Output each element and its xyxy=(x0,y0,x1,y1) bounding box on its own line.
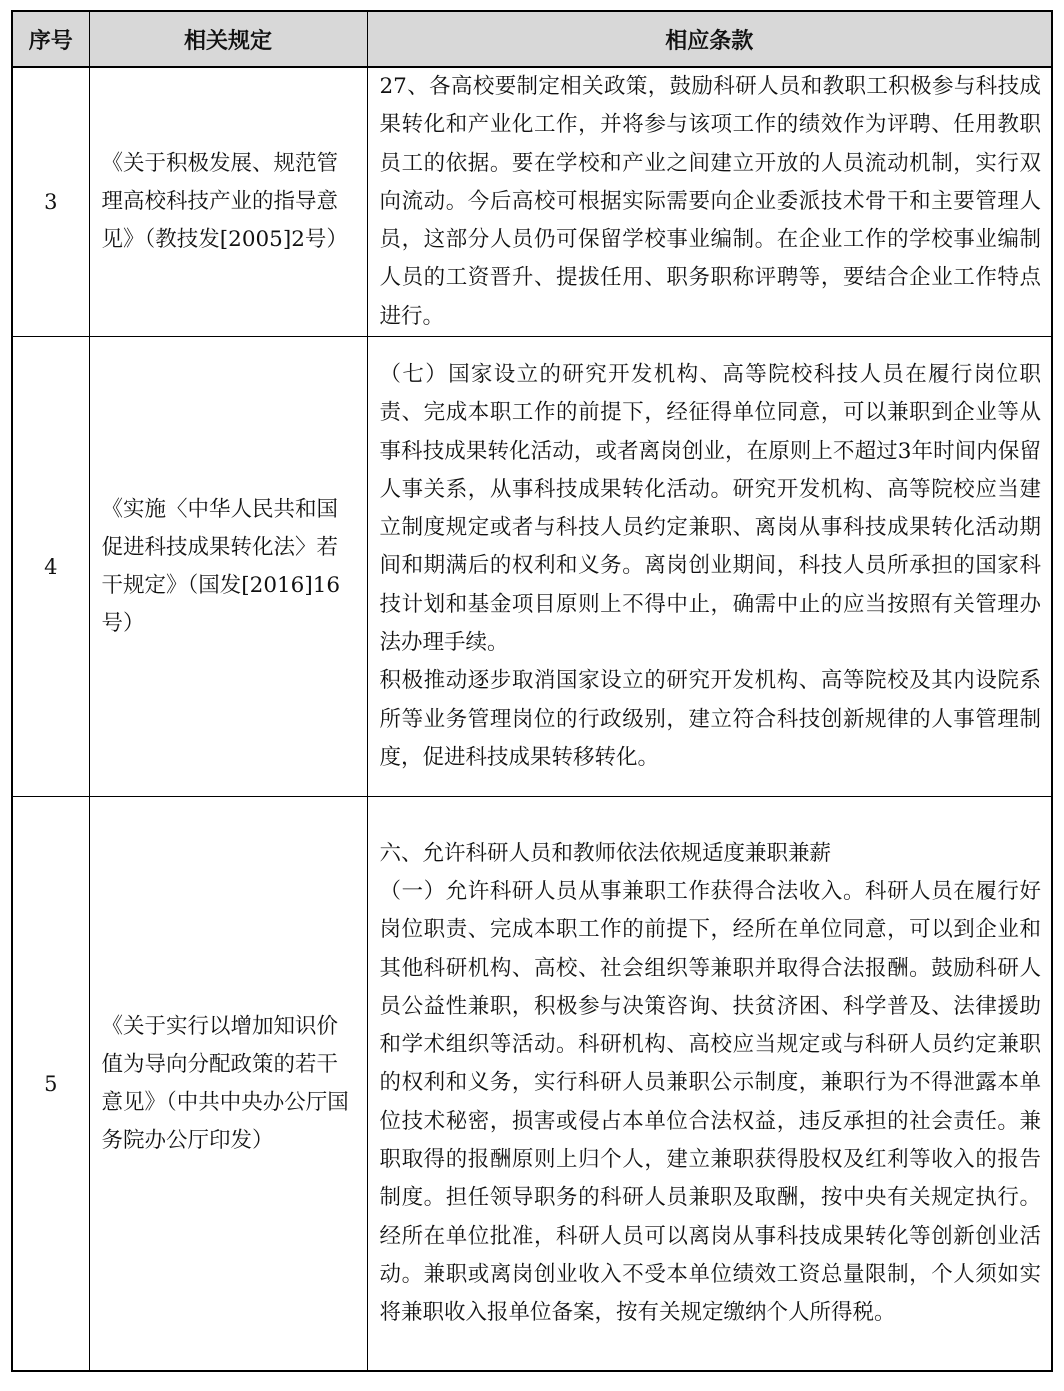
table-header-row xyxy=(12,11,1052,67)
header-clause: 相应条款 xyxy=(367,11,1052,67)
row-seq: 5 xyxy=(12,797,89,1372)
clause-heading: 六、允许科研人员和教师依法依规适度兼职兼薪 xyxy=(379,840,832,866)
regulations-table xyxy=(11,10,1053,1372)
table-row xyxy=(12,337,1052,797)
clause-paragraph: （七）国家设立的研究开发机构、高等院校科技人员在履行岗位职责、完成本职工作的前提下，经征得单位同意，可以兼职到企业等从事科技成果转化活动，或者离岗创业，在原则上不超过3年时间内保留人事关系，从事科技成果转化活动。研究开发机构、高等院校应当建立制度规定或者与科技人员约定兼职、离岗从事科技成果转化活动期间和期满后的权利和义务。离岗创业期间，科技人员所承担的国家科技计划和基金项目原则上不得中止，确需中止的应当按照有关管理办法办理手续。 xyxy=(379,361,1041,656)
row-seq: 4 xyxy=(12,337,89,797)
table-row xyxy=(12,797,1052,1372)
row-regulation: 《关于实行以增加知识价值为导向分配政策的若干意见》（中共中央办公厅国务院办公厅印发） xyxy=(89,797,367,1372)
header-regulation: 相关规定 xyxy=(89,11,367,67)
row-regulation: 《关于积极发展、规范管理高校科技产业的指导意见》（教技发[2005]2号） xyxy=(89,67,367,337)
row-clause xyxy=(367,67,1052,337)
header-seq: 序号 xyxy=(12,11,89,67)
row-clause xyxy=(367,337,1052,797)
clause-paragraph: （一）允许科研人员从事兼职工作获得合法收入。科研人员在履行好岗位职责、完成本职工作的前提下，经所在单位同意，可以到企业和其他科研机构、高校、社会组织等兼职并取得合法报酬。鼓励科研人员公益性兼职，积极参与决策咨询、扶贫济困、科学普及、法律援助和学术组织等活动。科研机构、高校应当规定或与科研人员约定兼职的权利和义务，实行科研人员兼职公示制度，兼职行为不得泄露本单位技术秘密，损害或侵占本单位合法权益，违反承担的社会责任。兼职取得的报酬原则上归个人，建立兼职获得股权及红利等收入的报告制度。担任领导职务的科研人员兼职及取酬，按中央有关规定执行。经所在单位批准，科研人员可以离岗从事科技成果转化等创新创业活动。兼职或离岗创业收入不受本单位绩效工资总量限制，个人须如实将兼职收入报单位备案，按有关规定缴纳个人所得税。 xyxy=(379,878,1041,1326)
row-regulation: 《实施〈中华人民共和国促进科技成果转化法〉若干规定》（国发[2016]16号） xyxy=(89,337,367,797)
table-row xyxy=(12,67,1052,337)
clause-paragraph: 积极推动逐步取消国家设立的研究开发机构、高等院校及其内设院系所等业务管理岗位的行政级别，建立符合科技创新规律的人事管理制度，促进科技成果转移转化。 xyxy=(379,668,1041,770)
clause-paragraph: 27、各高校要制定相关政策，鼓励科研人员和教职工积极参与科技成果转化和产业化工作，并将参与该项工作的绩效作为评聘、任用教职员工的依据。要在学校和产业之间建立开放的人员流动机制，实行双向流动。今后高校可根据实际需要向企业委派技术骨干和主要管理人员，这部分人员仍可保留学校事业编制。在企业工作的学校事业编制人员的工资晋升、提拔任用、职务职称评聘等，要结合企业工作特点进行。 xyxy=(379,74,1041,329)
row-clause xyxy=(367,797,1052,1372)
row-seq: 3 xyxy=(12,67,89,337)
